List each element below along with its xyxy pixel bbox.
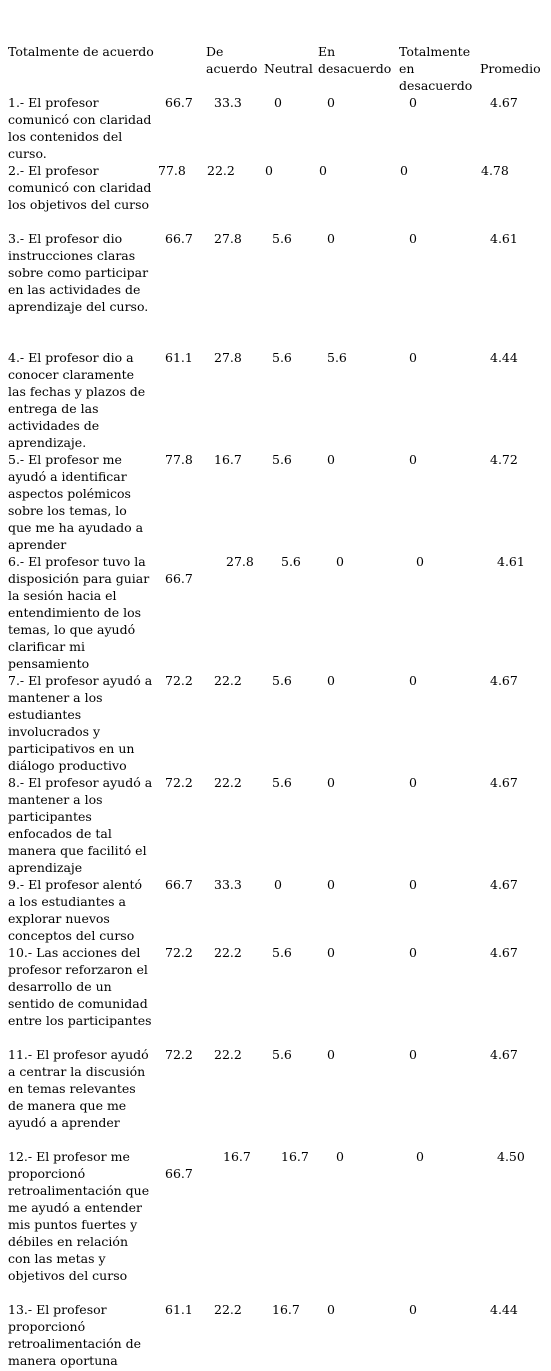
value-totalmente-desacuerdo: 0 (409, 877, 417, 892)
value-totalmente-acuerdo: 61.1 (165, 350, 193, 365)
value-totalmente-desacuerdo: 0 (416, 1149, 424, 1164)
value-totalmente-acuerdo: 72.2 (165, 945, 193, 960)
header-de-acuerdo-1: De (206, 44, 224, 59)
value-totalmente-desacuerdo: 0 (409, 452, 417, 467)
header-totalmente-desacuerdo-1: Totalmente (399, 44, 471, 59)
value-totalmente-desacuerdo: 0 (409, 95, 417, 110)
value-de-acuerdo: 22.2 (214, 1047, 242, 1062)
header-en-desacuerdo-1: En (318, 44, 336, 59)
value-totalmente-desacuerdo: 0 (409, 1047, 417, 1062)
value-de-acuerdo: 22.2 (214, 945, 242, 960)
value-promedio: 4.67 (490, 775, 518, 790)
value-neutral: 0 (274, 95, 282, 110)
value-en-desacuerdo: 0 (319, 163, 327, 178)
value-en-desacuerdo: 0 (327, 1302, 335, 1317)
value-de-acuerdo: 16.7 (223, 1149, 251, 1164)
value-promedio: 4.67 (490, 95, 518, 110)
value-de-acuerdo: 22.2 (214, 775, 242, 790)
value-neutral: 5.6 (272, 945, 292, 960)
header-de-acuerdo-2: acuerdo (206, 61, 258, 76)
header-totalmente-acuerdo: Totalmente de acuerdo (8, 44, 154, 59)
value-totalmente-acuerdo: 72.2 (165, 673, 193, 688)
value-promedio: 4.50 (497, 1149, 525, 1164)
question-text: 12.- El profesor me proporcionó retroalimentación que me ayudó a entender mis puntos fuertes y débiles en relación con las metas y objetivos del curso (8, 1149, 150, 1283)
value-de-acuerdo: 27.8 (214, 350, 242, 365)
question-text: 6.- El profesor tuvo la disposición para guiar la sesión hacia el entendimiento de los temas, lo que ayudó clarificar mi pensamiento (8, 554, 150, 671)
value-en-desacuerdo: 0 (327, 231, 335, 246)
value-neutral: 0 (274, 877, 282, 892)
value-totalmente-desacuerdo: 0 (409, 231, 417, 246)
value-promedio: 4.44 (490, 350, 518, 365)
value-totalmente-acuerdo: 77.8 (165, 452, 193, 467)
value-en-desacuerdo: 0 (327, 945, 335, 960)
question-text: 8.- El profesor ayudó a mantener a los participantes enfocados de tal manera que facilitó el aprendizaje (8, 775, 153, 875)
value-de-acuerdo: 33.3 (214, 95, 242, 110)
question-text: 4.- El profesor dio a conocer claramente las fechas y plazos de entrega de las actividades de aprendizaje. (8, 350, 146, 450)
value-en-desacuerdo: 0 (327, 452, 335, 467)
value-totalmente-desacuerdo: 0 (409, 945, 417, 960)
value-neutral: 16.7 (281, 1149, 309, 1164)
value-neutral: 5.6 (272, 452, 292, 467)
value-neutral: 16.7 (272, 1302, 300, 1317)
value-totalmente-acuerdo: 61.1 (165, 1302, 193, 1317)
value-totalmente-acuerdo: 66.7 (165, 1166, 193, 1181)
value-neutral: 5.6 (272, 231, 292, 246)
value-promedio: 4.78 (481, 163, 509, 178)
value-totalmente-acuerdo: 66.7 (165, 877, 193, 892)
value-totalmente-desacuerdo: 0 (416, 554, 424, 569)
question-text: 2.- El profesor comunicó con claridad los objetivos del curso (8, 163, 152, 212)
value-de-acuerdo: 16.7 (214, 452, 242, 467)
value-promedio: 4.61 (490, 231, 518, 246)
value-totalmente-acuerdo: 66.7 (165, 231, 193, 246)
value-de-acuerdo: 27.8 (214, 231, 242, 246)
value-en-desacuerdo: 0 (327, 877, 335, 892)
value-de-acuerdo: 22.2 (207, 163, 235, 178)
value-totalmente-acuerdo: 66.7 (165, 95, 193, 110)
value-en-desacuerdo: 0 (327, 775, 335, 790)
value-en-desacuerdo: 0 (336, 1149, 344, 1164)
value-neutral: 5.6 (272, 673, 292, 688)
value-de-acuerdo: 22.2 (214, 1302, 242, 1317)
value-totalmente-desacuerdo: 0 (409, 673, 417, 688)
header-en-desacuerdo-2: desacuerdo (318, 61, 392, 76)
value-promedio: 4.44 (490, 1302, 518, 1317)
question-text: 13.- El profesor proporcionó retroalimentación de manera oportuna (8, 1302, 142, 1368)
value-en-desacuerdo: 0 (327, 1047, 335, 1062)
question-text: 9.- El profesor alentó a los estudiantes a explorar nuevos conceptos del curso (8, 877, 143, 943)
value-en-desacuerdo: 5.6 (327, 350, 347, 365)
value-promedio: 4.72 (490, 452, 518, 467)
value-en-desacuerdo: 0 (327, 673, 335, 688)
value-neutral: 5.6 (272, 350, 292, 365)
value-promedio: 4.67 (490, 1047, 518, 1062)
question-text: 3.- El profesor dio instrucciones claras sobre como participar en las actividades de aprendizaje del curso. (8, 231, 149, 314)
value-neutral: 0 (265, 163, 273, 178)
value-en-desacuerdo: 0 (327, 95, 335, 110)
question-text: 5.- El profesor me ayudó a identificar aspectos polémicos sobre los temas, lo que me ha ayudado a aprender (8, 452, 144, 552)
value-totalmente-acuerdo: 72.2 (165, 1047, 193, 1062)
question-text: 11.- El profesor ayudó a centrar la discusión en temas relevantes de manera que me ayudó a aprender (8, 1047, 149, 1130)
header-promedio: Promedio (480, 61, 541, 76)
value-promedio: 4.67 (490, 877, 518, 892)
header-totalmente-desacuerdo-2: en (399, 61, 415, 76)
value-promedio: 4.67 (490, 945, 518, 960)
question-text: 1.- El profesor comunicó con claridad los contenidos del curso. (8, 95, 152, 161)
value-totalmente-acuerdo: 66.7 (165, 571, 193, 586)
value-totalmente-desacuerdo: 0 (409, 1302, 417, 1317)
question-text: 10.- Las acciones del profesor reforzaron el desarrollo de un sentido de comunidad entre los participantes (8, 945, 152, 1028)
value-de-acuerdo: 33.3 (214, 877, 242, 892)
value-de-acuerdo: 22.2 (214, 673, 242, 688)
value-neutral: 5.6 (281, 554, 301, 569)
value-neutral: 5.6 (272, 1047, 292, 1062)
value-totalmente-desacuerdo: 0 (409, 350, 417, 365)
value-neutral: 5.6 (272, 775, 292, 790)
value-promedio: 4.61 (497, 554, 525, 569)
value-totalmente-acuerdo: 72.2 (165, 775, 193, 790)
value-en-desacuerdo: 0 (336, 554, 344, 569)
header-neutral: Neutral (264, 61, 313, 76)
value-promedio: 4.67 (490, 673, 518, 688)
question-text: 7.- El profesor ayudó a mantener a los estudiantes involucrados y participativos en un diálogo productivo (8, 673, 153, 773)
value-totalmente-acuerdo: 77.8 (158, 163, 186, 178)
value-de-acuerdo: 27.8 (226, 554, 254, 569)
header-totalmente-desacuerdo-3: desacuerdo (399, 78, 473, 93)
value-totalmente-desacuerdo: 0 (400, 163, 408, 178)
value-totalmente-desacuerdo: 0 (409, 775, 417, 790)
